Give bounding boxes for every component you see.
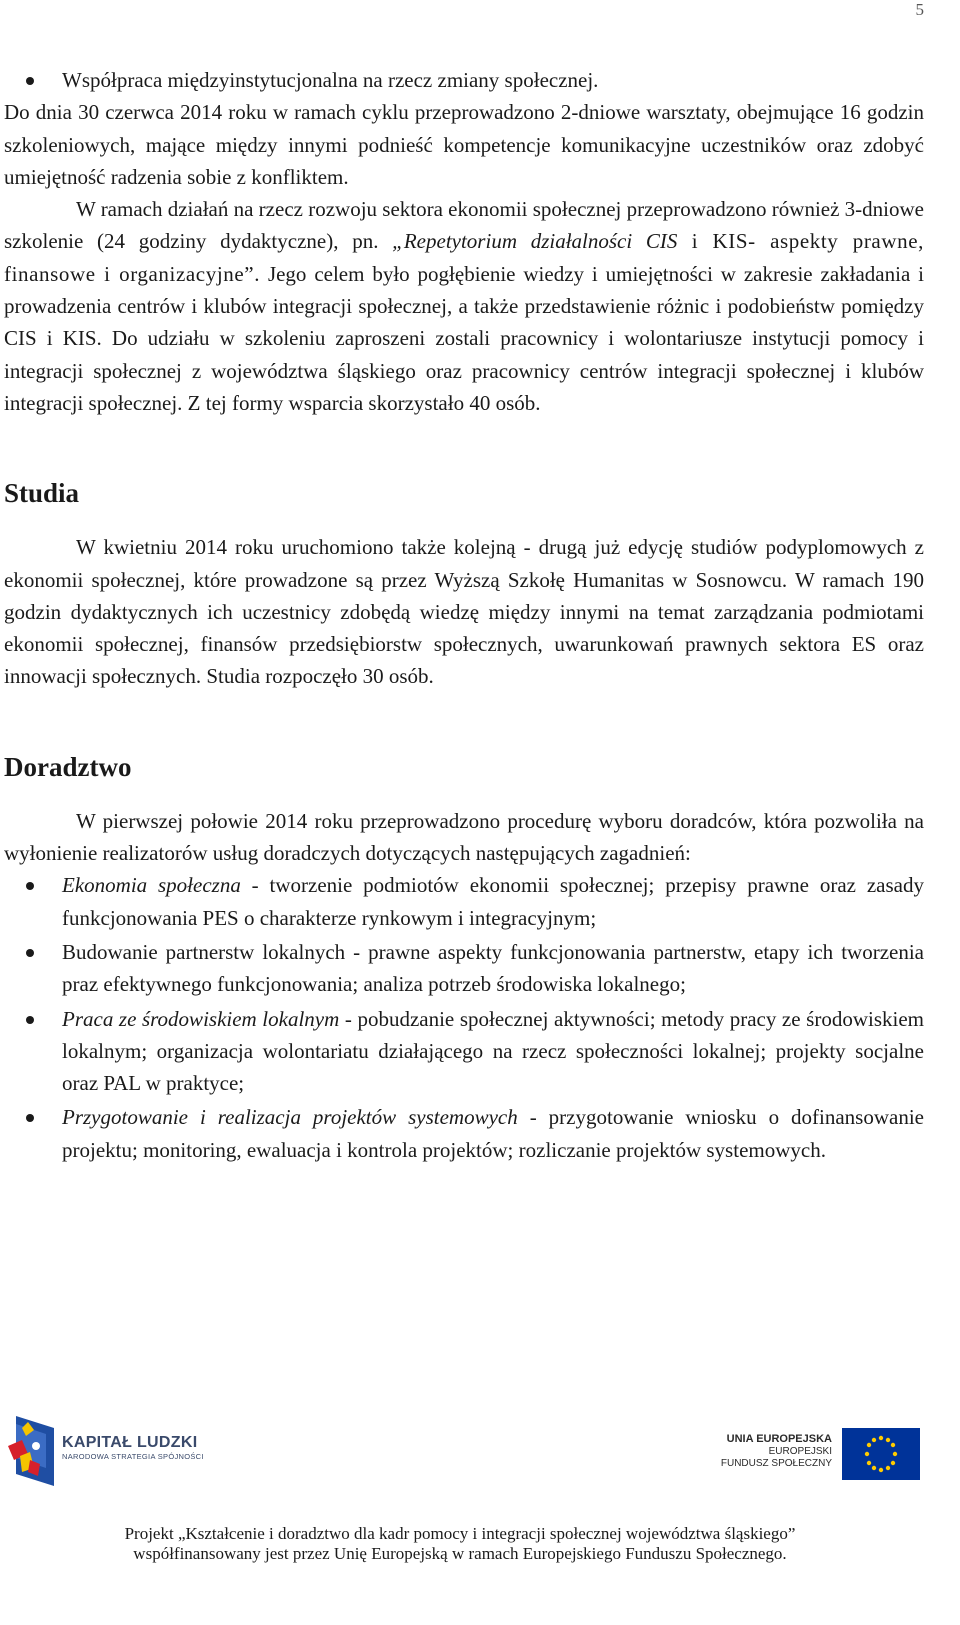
list-item xyxy=(4,64,924,96)
topic-desc: - prawne aspekty funkcjonowania partnerstw, etapy ich tworzenia praz efektywnego funkcjonowania; analiza potrzeb środowiska lokalnego; xyxy=(62,939,924,997)
eu-efs-text xyxy=(721,1432,832,1470)
topic-name: Przygotowanie i realizacja projektów systemowych xyxy=(62,1105,518,1130)
paragraph-training-start: W ramach działań na rzecz rozwoju sektora ekonomii społecznej przeprowadzono również 3-dniowe szkolenie (24 godziny dydaktyczne), pn. xyxy=(4,197,924,254)
footer-note xyxy=(0,1524,920,1564)
section-heading-studia: Studia xyxy=(4,478,80,509)
paragraph-studia: W kwietniu 2014 roku uruchomiono także kolejną - drugą już edycję studiów podyplomowych z ekonomii społecznej, które prowadzone są przez Wyższą Szkołę Humanitas w Sosnowcu. W ramach 190 godzin dydaktycznych ich uczestnicy zdobędą wiedzę między innymi na temat zarządzania podmiotami ekonomii społecznej, finansów przedsiębiorstw społecznych, uwarunkowań prawnych sektora ES oraz innowacji społecznych. Studia rozpoczęło 30 osób. xyxy=(4,535,924,689)
list-item xyxy=(4,1101,924,1166)
kapital-ludzki-emblem-icon xyxy=(8,1416,56,1486)
topic-desc: - pobudzanie społecznej aktywności; metody pracy ze środowiskiem lokalnym; organizacja wolontariatu działającego na rzecz społeczności lokalnej; projekty socjalne oraz PAL w praktyce; xyxy=(62,1006,924,1096)
bullet-icon xyxy=(26,1016,34,1024)
topic-name: Ekonomia społeczna xyxy=(62,873,241,898)
kapital-ludzki-text xyxy=(62,1434,204,1462)
topic-name: Praca ze środowiskiem lokalnym xyxy=(62,1006,340,1031)
section-heading-doradztwo: Doradztwo xyxy=(4,751,132,782)
kapital-ludzki-subtitle: NARODOWA STRATEGIA SPÓJNOŚCI xyxy=(62,1452,204,1461)
advice-topic-list xyxy=(4,869,924,1166)
paragraph-training xyxy=(4,193,924,419)
training-title-rest: i KIS- aspekty prawne, finansowe i organizacyjne”. xyxy=(4,229,924,286)
paragraph-training-end: Jego celem było pogłębienie wiedzy i umiejętności w zakresie zakładania i prowadzenia centrów i klubów integracji społecznej, a także przedstawienie różnic i podobieństw pomiędzy CIS i KIS. Do udziału w szkoleniu zaproszeni zostali pracownicy i wolontariusze instytucji pomocy i integracji społecznej z województwa śląskiego oraz pracownicy centrów integracji społecznej i klubów integracji społecznej. Z tej formy wsparcia skorzystało 40 osób. xyxy=(4,261,924,415)
eu-title: UNIA EUROPEJSKA xyxy=(726,1433,832,1445)
list-item xyxy=(4,1003,924,1100)
kapital-ludzki-logo xyxy=(8,1416,258,1488)
training-title-italic: „Repetytorium działalności CIS xyxy=(392,229,678,254)
bullet-icon xyxy=(26,949,34,957)
topic-name: Budowanie partnerstw lokalnych xyxy=(62,939,346,964)
kapital-ludzki-title: KAPITAŁ LUDZKI xyxy=(62,1434,198,1451)
eu-subtitle-1: EUROPEJSKI xyxy=(768,1446,832,1457)
top-bullet-list xyxy=(4,64,924,96)
paragraph-doradztwo: W pierwszej połowie 2014 roku przeprowadzono procedurę wyboru doradców, która pozwoliła na wyłonienie realizatorów usług doradczych dotyczących następujących zagadnień: xyxy=(4,808,924,866)
eu-efs-logo xyxy=(720,1428,920,1484)
list-item xyxy=(4,869,924,934)
topic-desc: - przygotowanie wniosku o dofinansowanie projektu; monitoring, ewaluacja i kontrola projektów; rozliczanie projektów systemowych. xyxy=(62,1105,924,1162)
document-body xyxy=(4,64,924,1168)
footer-line-2: współfinansowany jest przez Unię Europejską w ramach Europejskiego Funduszu Społecznego. xyxy=(133,1544,787,1563)
bullet-text: Współpraca międzyinstytucjonalna na rzecz zmiany społecznej. xyxy=(62,68,599,92)
eu-flag-icon xyxy=(842,1428,920,1480)
paragraph-workshops: Do dnia 30 czerwca 2014 roku w ramach cyklu przeprowadzono 2-dniowe warsztaty, obejmujące 16 godzin szkoleniowych, mające między innymi podnieść kompetencje komunikacyjne uczestników oraz zdobyć umiejętność radzenia sobie z konfliktem. xyxy=(4,100,924,189)
bullet-icon xyxy=(26,77,34,85)
topic-desc: - tworzenie podmiotów ekonomii społecznej; przepisy prawne oraz zasady funkcjonowania PES o charakterze rynkowym i integracyjnym; xyxy=(62,873,924,930)
page-number: 5 xyxy=(915,0,924,19)
footer-line-1: Projekt „Kształcenie i doradztwo dla kadr pomocy i integracji społecznej województwa śląskiego” xyxy=(124,1524,796,1543)
list-item xyxy=(4,936,924,1001)
bullet-icon xyxy=(26,882,34,890)
bullet-icon xyxy=(26,1114,34,1122)
eu-subtitle-2: FUNDUSZ SPOŁECZNY xyxy=(720,1458,832,1469)
